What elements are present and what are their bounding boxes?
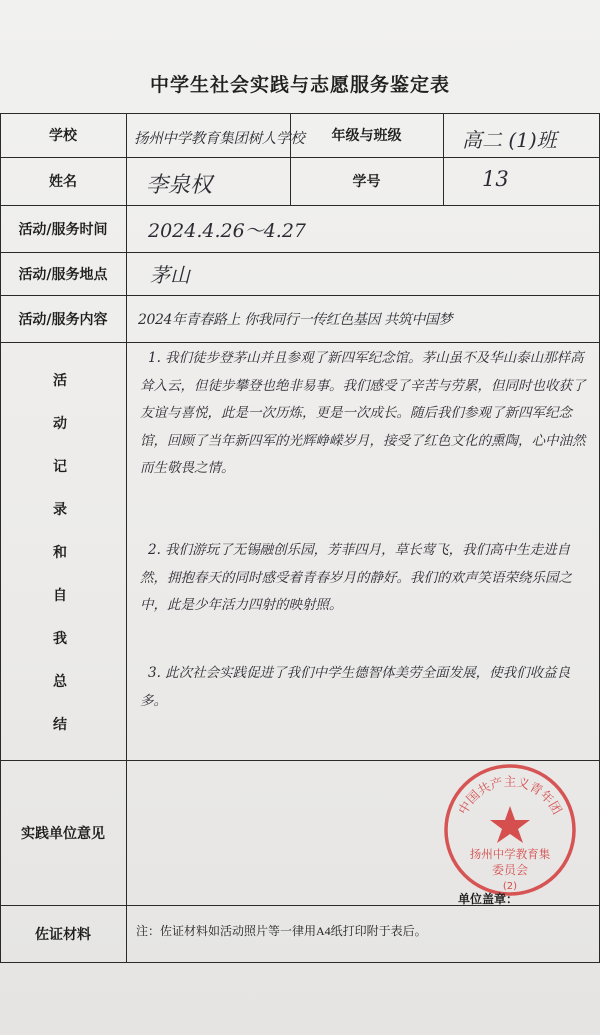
activity-time-label: 活动/服务时间	[18, 221, 108, 238]
summary-label-char: 和	[53, 545, 67, 561]
activity-place-label: 活动/服务地点	[18, 266, 108, 283]
seal-center-line-2: 委员会	[491, 863, 529, 877]
summary-label-char: 录	[53, 502, 67, 518]
school-label: 学校	[49, 128, 77, 144]
grade-class-label: 年级与班级	[331, 128, 402, 144]
student-id-value: 13	[482, 167, 509, 191]
summary-paragraph: 1. 我们徒步登茅山并且参观了新四军纪念馆。茅山虽不及华山泰山那样高耸入云，但徒步攀登也绝非易事。我们感受了辛苦与劳累，但同时也收获了友谊与喜悦，此是一次历炼，更是一次成长。随后我们参观了新四军纪念馆，回顾了当年新四军的光辉峥嵘岁月，接受了红色文化的熏陶，心中油然而生敬畏之情。	[140, 350, 586, 476]
summary-paragraph: 3. 此次社会实践促进了我们中学生德智体美劳全面发展，使我们收益良多。	[140, 665, 571, 709]
official-seal	[440, 760, 580, 900]
summary-label-char: 记	[53, 459, 67, 475]
col-divider	[443, 113, 444, 205]
school-value: 扬州中学教育集团树人学校	[134, 131, 305, 147]
seal-ring-text: 中国共产主义青年团	[454, 774, 566, 817]
row-divider	[0, 342, 600, 343]
activity-content-label: 活动/服务内容	[18, 311, 108, 328]
unit-signature-label: 单位盖章：	[458, 892, 519, 906]
evidence-label: 佐证材料	[35, 926, 91, 943]
summary-label-char: 我	[53, 631, 67, 647]
evidence-note: 注：佐证材料如活动照片等一律用A4纸打印附于表后。	[136, 924, 427, 938]
table-border-bottom	[0, 962, 600, 963]
student-id-label: 学号	[352, 174, 381, 190]
name-label: 姓名	[49, 174, 77, 190]
seal-center-line-1: 扬州中学教育集	[469, 847, 551, 861]
grade-class-value: 高二 (1)班	[462, 128, 557, 152]
summary-paragraph: 2. 我们游玩了无锡融创乐园，芳菲四月，草长莺飞，我们高中生走进自然，拥抱春天的同时感受着青春岁月的静好。我们的欢声笑语荣绕乐园之中，此是少年活力四射的映射照。	[140, 542, 572, 613]
summary-label-char: 自	[53, 588, 67, 604]
name-value: 李泉权	[146, 173, 213, 198]
label-column-divider	[126, 113, 127, 963]
unit-opinion-label: 实践单位意见	[21, 825, 105, 842]
activity-place-value: 茅山	[150, 263, 190, 287]
summary-label-char: 结	[53, 717, 67, 733]
seal-star-icon	[490, 806, 530, 843]
summary-label-char: 活	[53, 373, 67, 389]
activity-content-value: 2024年青春路上 你我同行一传红色基因 共筑中国梦	[138, 312, 453, 328]
summary-label-char: 总	[53, 674, 67, 690]
summary-label-char: 动	[53, 416, 67, 432]
activity-time-value: 2024.4.26～4.27	[148, 220, 307, 242]
seal-center-line-3: (2)	[502, 881, 518, 892]
form-title: 中学生社会实践与志愿服务鉴定表	[149, 74, 450, 96]
